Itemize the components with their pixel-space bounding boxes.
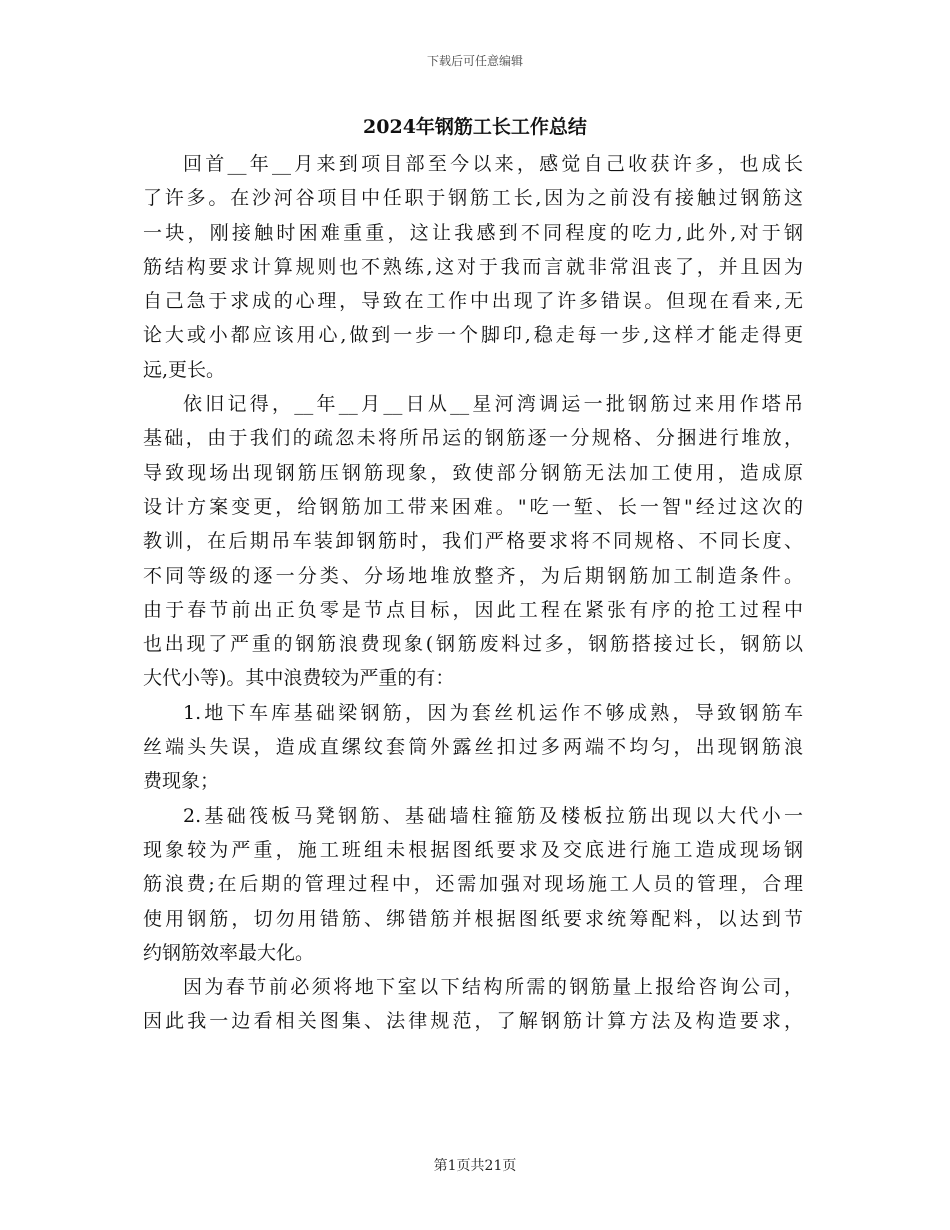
body-text-line: 现象较为严重，施工班组未根据图纸要求及交底进行施工造成现场钢 — [143, 838, 803, 861]
body-text-line: 教训，在后期吊车装卸钢筋时，我们严格要求将不同规格、不同长度、 — [143, 530, 803, 553]
body-text-line: 筋结构要求计算规则也不熟练,这对于我而言就非常沮丧了，并且因为 — [143, 255, 803, 278]
document-body — [143, 147, 803, 1039]
body-text-line: 基础，由于我们的疏忽未将所吊运的钢筋逐一分规格、分捆进行堆放， — [143, 427, 803, 450]
page-footer-number: 第1页共21页 — [433, 1158, 517, 1174]
body-text-line: 论大或小都应该用心,做到一步一个脚印,稳走每一步,这样才能走得更 — [143, 324, 803, 347]
body-text-line: 一块，刚接触时困难重重，这让我感到不同程度的吃力,此外,对于钢 — [143, 221, 803, 244]
body-text-line: 远,更长。 — [143, 358, 226, 381]
body-text-line: 约钢筋效率最大化。 — [143, 941, 315, 964]
body-text-line: 1.地下车库基础梁钢筋，因为套丝机运作不够成熟，导致钢筋车 — [183, 701, 803, 724]
page-header-note: 下载后可任意编辑 — [426, 54, 523, 68]
body-text-line: 筋浪费;在后期的管理过程中，还需加强对现场施工人员的管理，合理 — [143, 873, 803, 896]
body-text-line: 依旧记得，__年__月__日从__星河湾调运一批钢筋过来用作塔吊 — [183, 393, 803, 416]
body-text-line: 费现象； — [143, 770, 220, 793]
body-text-line: 了许多。在沙河谷项目中任职于钢筋工长,因为之前没有接触过钢筋这 — [143, 187, 803, 210]
body-text-line: 回首__年__月来到项目部至今以来，感觉自己收获许多，也成长 — [183, 153, 803, 175]
body-text-line: 因此我一边看相关图集、法律规范，了解钢筋计算方法及构造要求， — [143, 1010, 803, 1033]
body-text-line: 使用钢筋，切勿用错筋、绑错筋并根据图纸要求统筹配料，以达到节 — [143, 907, 803, 930]
body-text-line: 也出现了严重的钢筋浪费现象(钢筋废料过多，钢筋搭接过长，钢筋以 — [143, 633, 803, 656]
body-text-line: 2.基础筏板马凳钢筋、基础墙柱箍筋及楼板拉筋出现以大代小一 — [183, 804, 803, 827]
body-text-line: 自己急于求成的心理，导致在工作中出现了许多错误。但现在看来,无 — [143, 290, 803, 313]
body-text-line: 设计方案变更，给钢筋加工带来困难。"吃一堑、长一智"经过这次的 — [143, 495, 803, 518]
document-title: 2024年钢筋工长工作总结 — [363, 116, 587, 138]
body-text-line: 大代小等)。其中浪费较为严重的有： — [143, 667, 455, 690]
body-text-line: 丝端头失误，造成直缧纹套筒外露丝扣过多两端不均匀，出现钢筋浪 — [143, 736, 803, 759]
body-text-line: 因为春节前必须将地下室以下结构所需的钢筋量上报给咨询公司， — [183, 976, 803, 999]
body-text-line: 导致现场出现钢筋压钢筋现象，致使部分钢筋无法加工使用，造成原 — [143, 461, 803, 484]
body-text-line: 不同等级的逐一分类、分场地堆放整齐，为后期钢筋加工制造条件。 — [143, 564, 803, 587]
body-text-line: 由于春节前出正负零是节点目标，因此工程在紧张有序的抢工过程中 — [143, 598, 803, 621]
